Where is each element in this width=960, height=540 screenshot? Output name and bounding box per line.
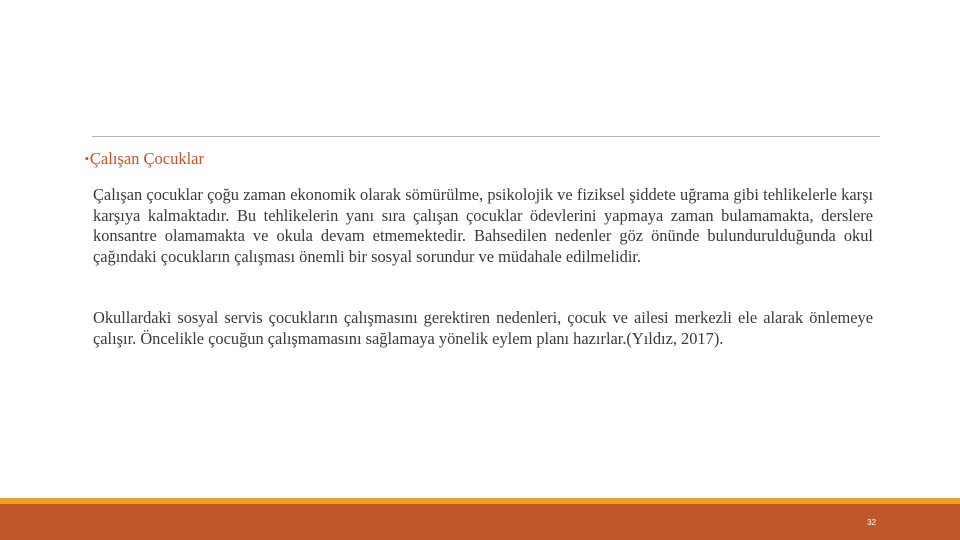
section-heading-text: Çalışan Çocuklar — [89, 149, 205, 168]
title-divider — [92, 136, 880, 137]
body-paragraph-1: Çalışan çocuklar çoğu zaman ekonomik olarak sömürülme, psikolojik ve fiziksel şiddete uğrama gibi tehlikelerle karşı karşıya kalmaktadır. Bu tehlikelerin yanı sıra çalışan çocuklar ödevlerini yapmaya zaman bulamamakta, derslere konsantre olamamakta ve okula devam etmemektedir. Bahsedilen nedenler göz önünde bulundurulduğunda okul çağındaki çocukların çalışması önemli bir sosyal sorundur ve müdahale edilmelidir. — [93, 185, 873, 266]
page-number: 32 — [867, 518, 876, 527]
section-heading — [85, 149, 204, 171]
body-paragraph-2: Okullardaki sosyal servis çocukların çalışmasını gerektiren nedenleri, çocuk ve ailesi merkezli ele alarak önlemeye çalışır. Öncelikle çocuğun çalışmamasını sağlamaya yönelik eylem planı hazırlar.(Yıldız, 2017). — [93, 308, 873, 348]
square-bullet-icon: ▪ — [85, 153, 89, 165]
footer-band — [0, 504, 960, 540]
